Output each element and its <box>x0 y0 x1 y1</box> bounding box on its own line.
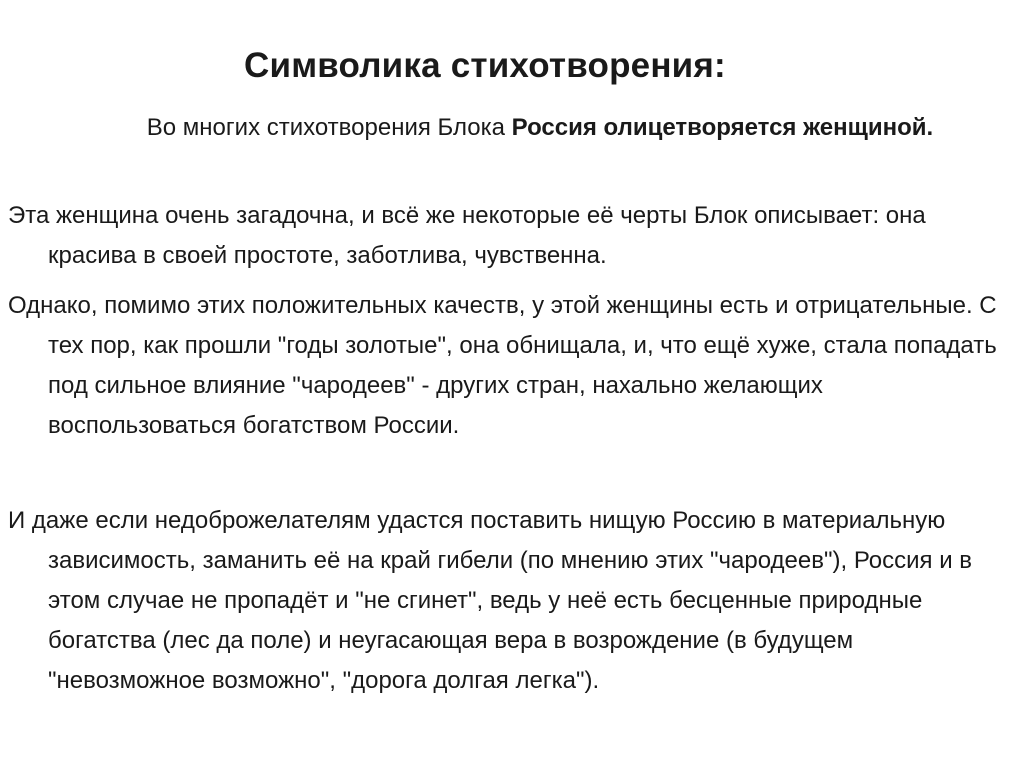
intro-text <box>100 108 980 148</box>
paragraph-resilience: И даже если недоброжелателям удастся поставить нищую Россию в материальную зависимость, заманить её на край гибели (по мнению этих "чародеев"), Россия и в этом случае не пропадёт и "не сгинет", ведь у неё есть бесценные природные богатства (лес да поле) и неугасающая вера в возрождение (в будущем "невозможное возможно", "дорога долгая легка"). <box>8 507 973 694</box>
intro-lead: Во многих стихотворения Блока <box>146 114 512 141</box>
paragraph-negative-traits: Однако, помимо этих положительных качеств, у этой женщины есть и отрицательные. С тех пор, как прошли "годы золотые", она обнищала, и, что ещё хуже, стала попадать под сильное влияние "чародеев" - других стран, нахально желающих воспользоваться богатством России. <box>8 292 997 439</box>
paragraph-beauty: Эта женщина очень загадочна, и всё же некоторые её черты Блок описывает: она красива в своей простоте, заботлива, чувственна. <box>8 202 926 269</box>
intro-emphasis: Россия олицетворяется женщиной. <box>511 114 934 141</box>
slide-title: Символика стихотворения: <box>244 46 726 85</box>
